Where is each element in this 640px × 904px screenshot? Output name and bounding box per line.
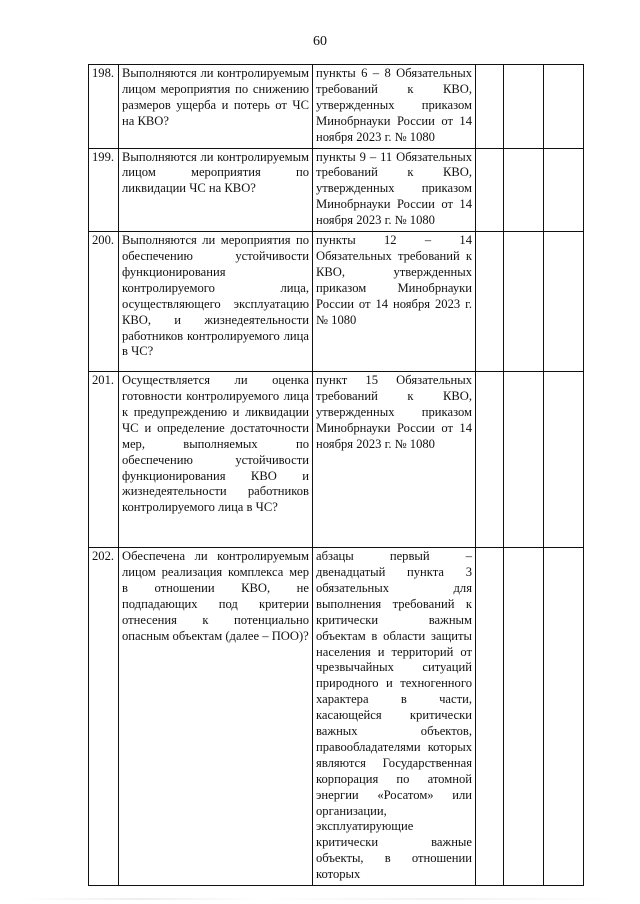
page-number: 60 (313, 34, 327, 49)
legal-reference: пункт 15 Обязательных требований к КВО, утвержденных приказом Минобрнауки России от 14 ноября 2023 г. № 1080 (316, 373, 472, 451)
row-number: 200. (89, 232, 119, 372)
requirement-question: Выполняются ли контролируемым лицом мероприятия по снижению размеров ущерба и потерь от ЧС на КВО? (122, 66, 309, 128)
answer-cell-no (504, 232, 544, 372)
legal-reference: абзацы первый – двенадцатый пункта 3 обязательных для выполнения требований к критически важным объектам в области защиты населения и территорий от чрезвычайных ситуаций природного и техногенного характера в части, касающейся критически важных объектов, правообладателями которых являются Государственная корпорация по атомной энергии «Росатом» или организации, эксплуатирующие критически важные объекты, в отношении которых (316, 549, 472, 882)
answer-cell-na (544, 65, 584, 149)
requirement-question: Выполняются ли мероприятия по обеспечению устойчивости функционирования контролируемого лица, осуществляющего эксплуатацию КВО, и жизнедеятельности работников контролируемого лица в ЧС? (122, 233, 309, 359)
table-row (89, 372, 584, 548)
table-row (89, 65, 584, 149)
answer-cell-na (544, 548, 584, 886)
table-row (89, 148, 584, 232)
answer-cell-yes (476, 148, 504, 232)
answer-cell-no (504, 548, 544, 886)
answer-cell-yes (476, 548, 504, 886)
answer-cell-yes (476, 65, 504, 149)
table-row (89, 548, 584, 886)
row-number: 199. (89, 148, 119, 232)
table-row (89, 232, 584, 372)
answer-cell-no (504, 65, 544, 149)
checklist-table (88, 64, 584, 886)
row-number: 201. (89, 372, 119, 548)
legal-reference: пункты 12 – 14 Обязательных требований к КВО, утвержденных приказом Минобрнауки России от 14 ноября 2023 г. № 1080 (316, 233, 472, 327)
row-number: 202. (89, 548, 119, 886)
answer-cell-yes (476, 232, 504, 372)
legal-reference: пункты 6 – 8 Обязательных требований к КВО, утвержденных приказом Минобрнауки России от 14 ноября 2023 г. № 1080 (316, 66, 472, 144)
answer-cell-na (544, 148, 584, 232)
answer-cell-yes (476, 372, 504, 548)
row-number: 198. (89, 65, 119, 149)
legal-reference: пункты 9 – 11 Обязательных требований к КВО, утвержденных приказом Минобрнауки России от 14 ноября 2023 г. № 1080 (316, 149, 472, 228)
scan-edge-artifact (20, 898, 620, 900)
answer-cell-no (504, 148, 544, 232)
answer-cell-no (504, 372, 544, 548)
answer-cell-na (544, 372, 584, 548)
answer-cell-na (544, 232, 584, 372)
requirement-question: Обеспечена ли контролируемым лицом реализация комплекса мер в отношении КВО, не подпадающих под критерии отнесения к потенциально опасным объектам (далее – ПОО)? (122, 549, 309, 643)
requirement-question: Выполняются ли контролируемым лицом мероприятия по ликвидации ЧС на КВО? (122, 149, 309, 196)
requirement-question: Осуществляется ли оценка готовности контролируемого лица к предупреждению и ликвидации ЧС и определение достаточности мер, выполняемых по обеспечению устойчивости функционирования КВО и жизнедеятельности работников контролируемого лица в ЧС? (122, 373, 309, 515)
